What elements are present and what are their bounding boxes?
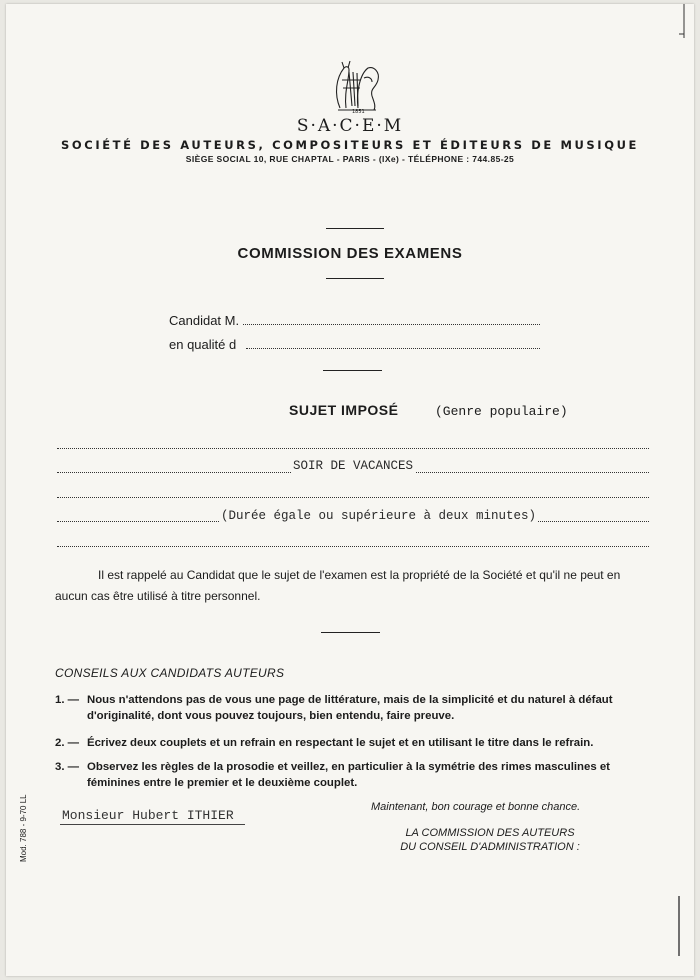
sujet-theme: SOIR DE VACANCES (293, 459, 414, 473)
svg-text:1851: 1851 (352, 109, 365, 114)
sujet-label: SUJET IMPOSÉ (289, 402, 399, 418)
closing-courage: Maintenant, bon courage et bonne chance. (371, 801, 581, 813)
society-name: SOCIÉTÉ DES AUTEURS, COMPOSITEURS ET ÉDITEURS DE MUSIQUE (61, 138, 639, 152)
conseils-title: CONSEILS AUX CANDIDATS AUTEURS (55, 666, 285, 680)
candidat-field (243, 324, 540, 325)
sujet-line (57, 546, 649, 547)
conseil-number: 1. — (55, 694, 80, 706)
sacem-acronym: S·A·C·E·M (296, 116, 404, 136)
sujet-line (57, 448, 649, 449)
sacem-lyre-logo (330, 58, 384, 114)
conseil-number: 2. — (55, 737, 80, 749)
signature-line-2: DU CONSEIL D'ADMINISTRATION : (400, 841, 580, 853)
genre-label: (Genre populaire) (435, 404, 568, 419)
form-code: Mod. 788 - 9-70 LL (19, 794, 28, 862)
candidat-label: Candidat M. (169, 313, 240, 328)
conseil-text: Observez les règles de la prosodie et veillez, en particulier à la symétrie des rimes masculines et féminines entre le premier et le deuxième couplet. (87, 761, 610, 789)
notice-paragraph: Il est rappelé au Candidat que le sujet de l'examen est la propriété de la Société et qu'il ne peut en aucun cas être utilisé à titre personnel. (55, 568, 621, 603)
sujet-line (57, 497, 649, 498)
qualite-label: en qualité d (169, 337, 237, 352)
conseil-item (55, 735, 650, 751)
divider (323, 370, 382, 371)
sujet-duree: (Durée égale ou supérieure à deux minutes) (221, 509, 537, 523)
conseil-text: Nous n'attendons pas de vous une page de littérature, mais de la simplicité et du naturel à défaut d'originalité, dont vous pouvez toujours, bien entendu, faire preuve. (87, 694, 613, 722)
closing-signature (380, 826, 600, 854)
page-title: COMMISSION DES EXAMENS (237, 245, 463, 262)
conseil-item (55, 692, 650, 724)
divider (326, 278, 384, 279)
conseil-number: 3. — (55, 761, 80, 773)
divider (321, 632, 380, 633)
divider (326, 228, 384, 229)
society-address: SIÈGE SOCIAL 10, RUE CHAPTAL - PARIS - (IXe) - TÉLÉPHONE : 744.85-25 (185, 154, 515, 164)
conseil-text: Écrivez deux couplets et un refrain en respectant le sujet et en utilisant le titre dans le refrain. (87, 737, 594, 749)
qualite-field (246, 348, 540, 349)
recipient-name: Monsieur Hubert ITHIER (62, 808, 234, 823)
page-edge-mark (676, 896, 682, 956)
conseil-item (55, 759, 650, 791)
recipient-underline (60, 824, 245, 825)
page-edge-mark (676, 4, 686, 44)
signature-line-1: LA COMMISSION DES AUTEURS (405, 827, 575, 839)
